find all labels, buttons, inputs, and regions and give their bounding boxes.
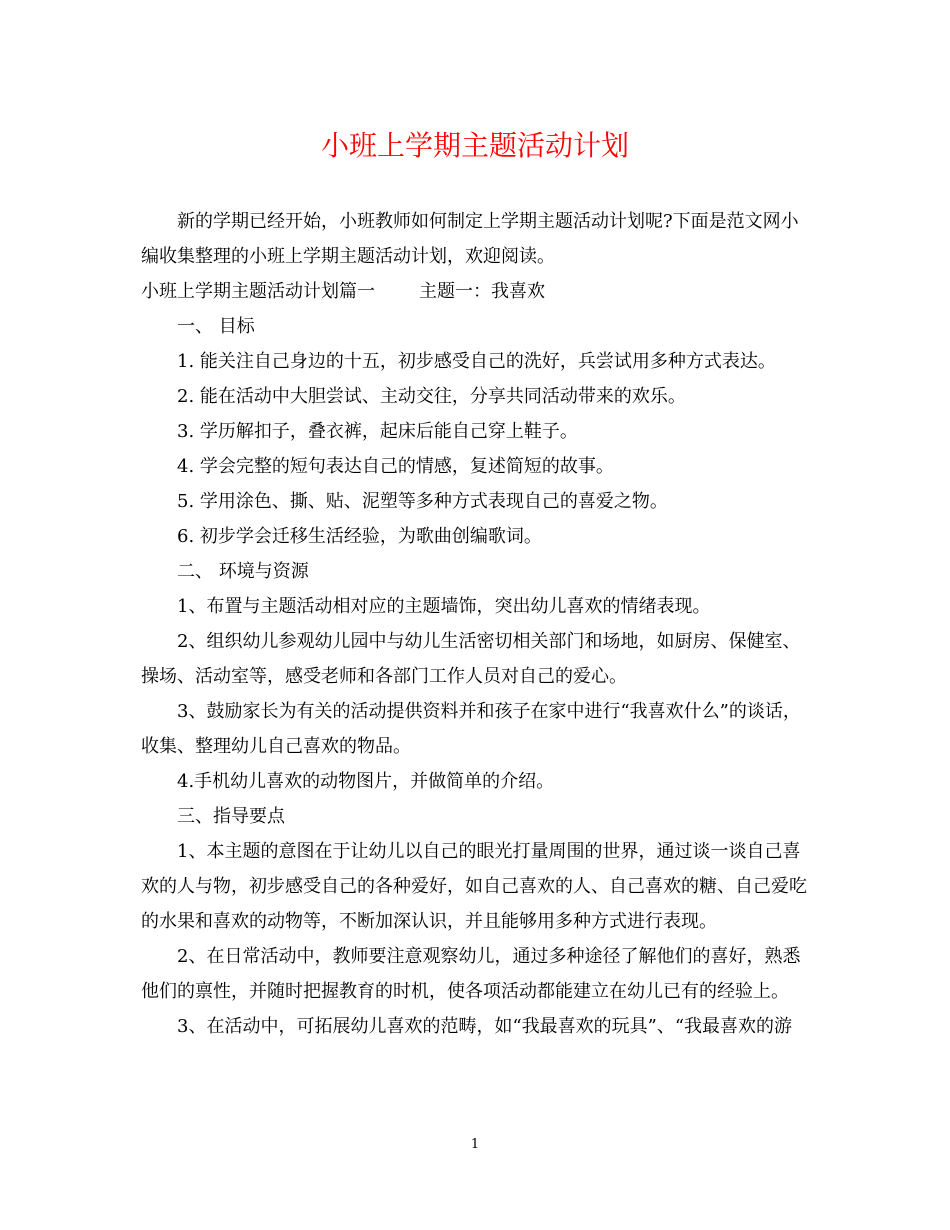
subtitle-right: 主题一：我喜欢 — [419, 281, 545, 302]
guidance-item: 2、在日常活动中，教师要注意观察幼儿，通过多种途径了解他们的喜好，熟悉他们的禀性，并随时把握教育的时机，使各项活动都能建立在幼儿已有的经验上。 — [141, 946, 801, 1002]
resource-item: 1、布置与主题活动相对应的主题墙饰，突出幼儿喜欢的情绪表现。 — [177, 596, 711, 617]
guidance-item: 1、本主题的意图在于让幼儿以自己的眼光打量周围的世界，通过谈一谈自己喜欢的人与物，初步感受自己的各种爱好，如自己喜欢的人、自己喜欢的糖、自己爱吃的水果和喜欢的动物等，不断加深认识，并且能够用多种方式进行表现。 — [141, 841, 807, 932]
goal-item: 1. 能关注自己身边的十五，初步感受自己的洗好，兵尝试用多种方式表达。 — [177, 351, 776, 372]
goal-item: 3. 学历解扣子，叠衣裤，起床后能自己穿上鞋子。 — [177, 421, 578, 442]
page-number: 1 — [470, 1137, 480, 1152]
section-heading-goals: 一、 目标 — [177, 316, 255, 337]
document-body — [141, 204, 811, 1044]
goal-item: 6. 初步学会迁移生活经验，为歌曲创编歌词。 — [177, 526, 542, 547]
goal-item: 4. 学会完整的短句表达自己的情感，复述简短的故事。 — [177, 456, 614, 477]
resource-item: 2、组织幼儿参观幼儿园中与幼儿生活密切相关部门和场地，如厨房、保健室、操场、活动室等，感受老师和各部门工作人员对自己的爱心。 — [141, 631, 801, 687]
intro-paragraph: 新的学期已经开始，小班教师如何制定上学期主题活动计划呢?下面是范文网小编收集整理的小班上学期主题活动计划，欢迎阅读。 — [141, 211, 799, 267]
goal-item: 5. 学用涂色、撕、贴、泥塑等多种方式表现自己的喜爱之物。 — [177, 491, 668, 512]
document-title: 小班上学期主题活动计划 — [320, 129, 629, 162]
goal-item: 2. 能在活动中大胆尝试、主动交往，分享共同活动带来的欢乐。 — [177, 386, 686, 407]
section-heading-guidance: 三、指导要点 — [177, 806, 285, 827]
subtitle-line — [141, 274, 811, 309]
section-heading-resources: 二、 环境与资源 — [177, 561, 309, 582]
resource-item: 3、鼓励家长为有关的活动提供资料并和孩子在家中进行“我喜欢什么”的谈话，收集、整理幼儿自己喜欢的物品。 — [141, 701, 801, 757]
guidance-item: 3、在活动中，可拓展幼儿喜欢的范畴，如“我最喜欢的玩具”、“我最喜欢的游 — [177, 1016, 793, 1037]
subtitle-left: 小班上学期主题活动计划篇一 — [141, 281, 375, 302]
resource-item: 4.手机幼儿喜欢的动物图片，并做简单的介绍。 — [177, 771, 555, 792]
